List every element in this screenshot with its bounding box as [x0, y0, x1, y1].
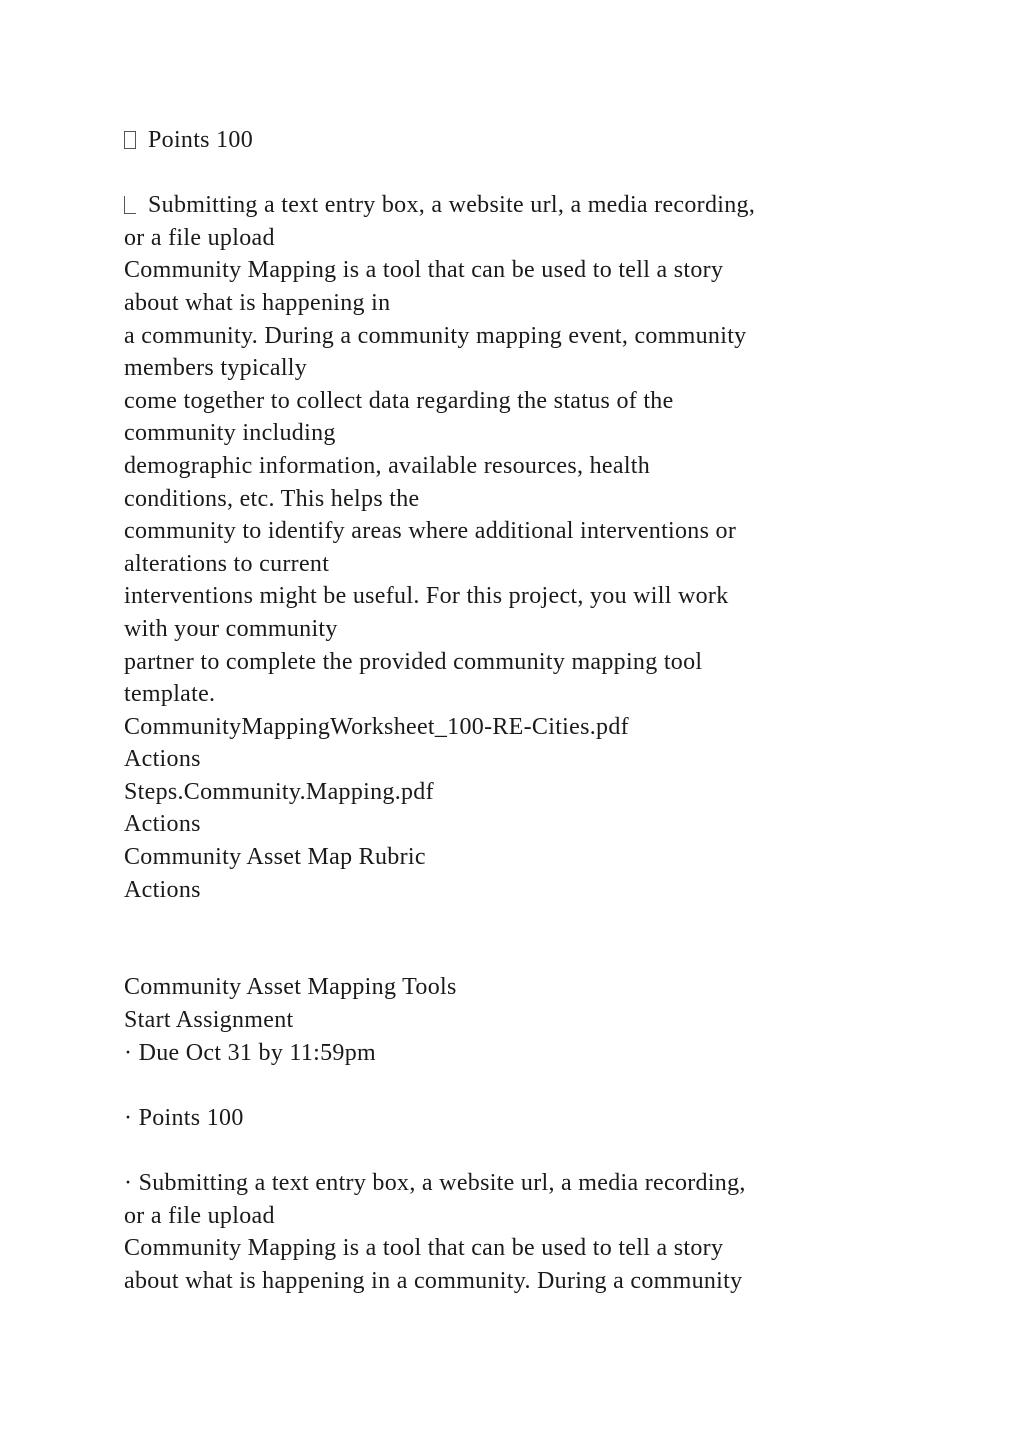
file-link-worksheet[interactable]: CommunityMappingWorksheet_100-RE-Cities.pdf [124, 713, 629, 740]
actions-button-worksheet[interactable]: Actions [124, 746, 201, 773]
points-text: · Points 100 [124, 1104, 244, 1131]
actions-button-steps[interactable]: Actions [124, 811, 201, 838]
description-line: Community Mapping is a tool that can be used to tell a story [124, 257, 724, 284]
description-line: about what is happening in a community. During a community [124, 1267, 743, 1294]
description-line: conditions, etc. This helps the [124, 485, 420, 512]
points-row [124, 124, 914, 157]
due-date: · Due Oct 31 by 11:59pm [124, 1039, 376, 1066]
submitting-text: Submitting a text entry box, a website url, a media recording, [148, 192, 756, 219]
submitting-row [124, 189, 914, 222]
submitting-continuation: or a file upload [124, 224, 275, 251]
description-line: about what is happening in [124, 289, 391, 316]
description-line: interventions might be useful. For this project, you will work [124, 583, 729, 610]
description-line: with your community [124, 615, 338, 642]
description-line: community including [124, 420, 336, 447]
actions-button-rubric[interactable]: Actions [124, 876, 201, 903]
description-line: partner to complete the provided community mapping tool [124, 648, 703, 675]
points-text: Points 100 [148, 127, 254, 153]
spacer [124, 1134, 914, 1167]
checkbox-icon [124, 131, 136, 149]
assignment-title: Community Asset Mapping Tools [124, 974, 457, 1001]
description-line: Community Mapping is a tool that can be used to tell a story [124, 1235, 724, 1262]
description-line: a community. During a community mapping event, community [124, 322, 747, 349]
spacer [124, 906, 914, 939]
description-line: members typically [124, 355, 308, 382]
description-line: template. [124, 681, 216, 708]
description-line: alterations to current [124, 550, 330, 577]
document-page [124, 124, 914, 1297]
file-link-rubric[interactable]: Community Asset Map Rubric [124, 844, 426, 871]
submitting-continuation: or a file upload [124, 1202, 275, 1229]
file-link-steps[interactable]: Steps.Community.Mapping.pdf [124, 778, 434, 805]
description-line: community to identify areas where additional interventions or [124, 518, 737, 545]
spacer [124, 939, 914, 972]
corner-bracket-icon [124, 196, 136, 214]
submitting-text: · Submitting a text entry box, a website url, a media recording, [124, 1170, 746, 1196]
description-line: come together to collect data regarding the status of the [124, 387, 674, 414]
spacer [124, 157, 914, 190]
start-assignment-button[interactable]: Start Assignment [124, 1007, 294, 1034]
description-line: demographic information, available resources, health [124, 452, 651, 479]
spacer [124, 1069, 914, 1102]
